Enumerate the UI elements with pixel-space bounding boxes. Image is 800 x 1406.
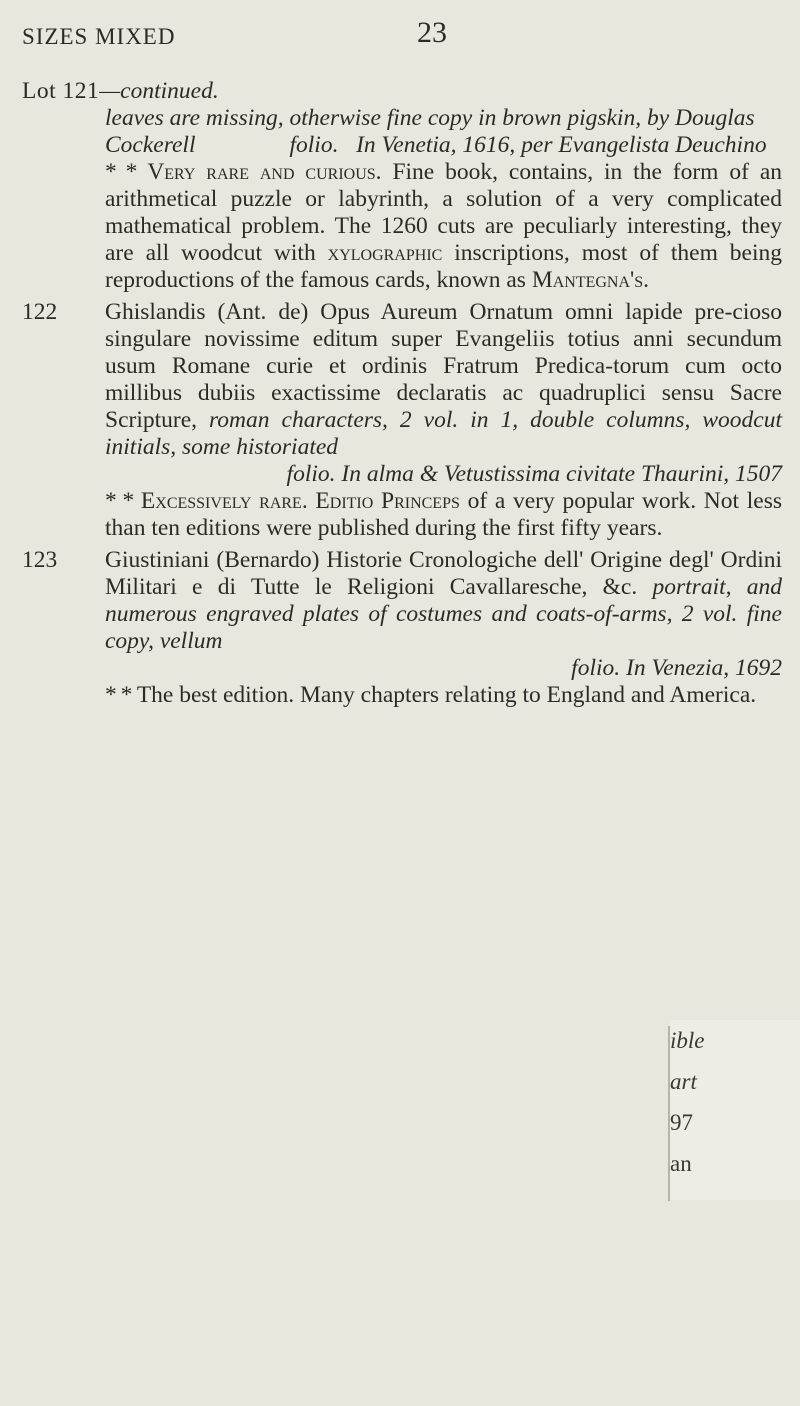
lot-number: 123 [22, 547, 58, 573]
lot-label: Lot 121 [22, 78, 100, 104]
editio-princeps-term: Editio Princeps [315, 488, 460, 514]
lot-122-note-lead: Excessively rare. [140, 488, 308, 514]
mantegna-term: Mantegna's. [531, 267, 650, 293]
asterism-mark: * * [105, 682, 132, 708]
fragment-line-2: art [670, 1069, 697, 1094]
page-header [22, 14, 778, 50]
lot-121-heading [22, 78, 782, 105]
fragment-line-4: an [670, 1151, 692, 1176]
lot-122-imprint: folio. In alma & Vetustissima civitate Thaurini, 1507 [286, 461, 782, 487]
xylographic-term: xylographic [327, 240, 443, 266]
lot-121-note-text-2: inscriptions, most of them being reproductions of the famous cards, known as [105, 240, 783, 293]
fragment-line-3: 97 [670, 1110, 693, 1135]
catalogue-text [22, 78, 782, 709]
lot-121-note-lead: Very rare and curious. [147, 159, 382, 185]
asterism-mark: * * [105, 159, 137, 185]
underlying-page-fragment [670, 1020, 705, 1184]
lot-123-description [22, 547, 782, 655]
lot-123-entry [22, 547, 782, 709]
page-number: 23 [417, 16, 447, 49]
asterism-mark: * * [105, 488, 134, 514]
lot-123-note-text: The best edition. Many chapters relating to England and America. [136, 682, 757, 708]
lot-121-entry [22, 78, 782, 294]
lot-number: 122 [22, 299, 58, 325]
lot-122-note [22, 488, 782, 542]
running-title: SIZES MIXED [22, 24, 176, 49]
lot-122-title: Ghislandis (Ant. de) Opus Aureum Ornatum omni lapide pre-cioso singulare novissime editum super Evangeliis totius anni secundum usum Romane curie et ordinis Fratrum Predica-torum cum octo millibus dubiis exactissime declaratis ac quadruplici sensu Sacre Scripture, [105, 299, 782, 433]
lot-121-description-line-2: Cockerell folio. In Venetia, 1616, per Evangelista Deuchino [105, 132, 767, 158]
lot-123-note [22, 682, 782, 709]
fragment-line-1: ible [670, 1028, 705, 1053]
lot-121-note-text: Fine book, contains, in the form of an arithmetical puzzle or labyrinth, a solution of a very complicated mathematical problem. The 1260 cuts are peculiarly interesting, they are all woodcut with [105, 159, 783, 266]
lot-122-note-text: of a very popular work. Not less than ten editions were published during the first fifty years. [105, 488, 783, 541]
lot-122-description [22, 299, 782, 461]
lot-121-note [22, 159, 782, 294]
lot-122-physical-description: roman characters, 2 vol. in 1, double columns, woodcut initials, some historiated [105, 407, 782, 460]
lot-122-entry [22, 299, 782, 542]
lot-123-imprint: folio. In Venezia, 1692 [571, 655, 782, 681]
lot-121-description-line-1: leaves are missing, otherwise fine copy in brown pigskin, by Douglas [105, 105, 755, 131]
lot-123-title: Giustiniani (Bernardo) Historie Cronologiche dell' Origine degl' Ordini Militari e di Tutte le Religioni Cavallaresche, &c. [105, 547, 782, 600]
lot-123-physical-description: portrait, and numerous engraved plates of costumes and coats-of-arms, 2 vol. fine copy, vellum [105, 574, 782, 654]
continued-label: —continued. [99, 78, 219, 104]
